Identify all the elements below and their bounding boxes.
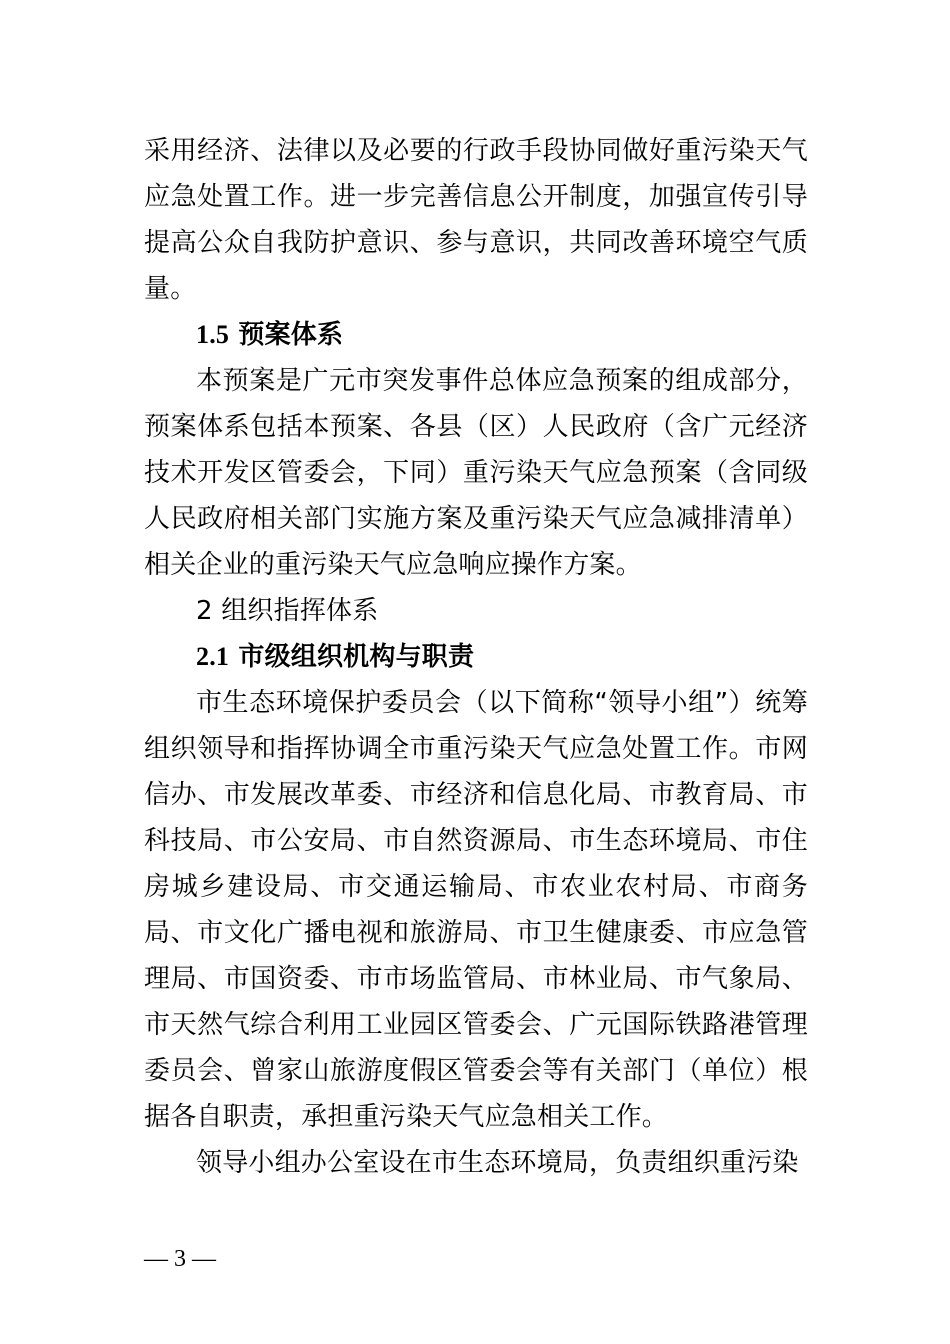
section-number: 1.5 <box>196 320 230 349</box>
section-title: 市级组织机构与职责 <box>238 642 475 672</box>
paragraph-continued: 采用经济、法律以及必要的行政手段协同做好重污染天气应急处置工作。进一步完善信息公开制度，加强宣传引导提高公众自我防护意识、参与意识，共同改善环境空气质量。 <box>144 136 808 304</box>
section-title: 预案体系 <box>238 320 344 350</box>
chapter-heading-2: 2 组织指挥体系 <box>196 596 379 626</box>
paragraph-plan-system: 本预案是广元市突发事件总体应急预案的组成部分，预案体系包括本预案、各县（区）人民政府（含广元经济技术开发区管委会，下同）重污染天气应急预案（含同级人民政府相关部门实施方案及重污染天气应急减排清单）相关企业的重污染天气应急响应操作方案。 <box>144 366 808 580</box>
document-body <box>144 128 808 1186</box>
section-number: 2.1 <box>196 642 230 671</box>
section-heading-1-5 <box>144 312 808 358</box>
page-number: — 3 — <box>144 1246 216 1272</box>
section-heading-2-1 <box>144 634 808 680</box>
paragraph-organization: 市生态环境保护委员会（以下简称“领导小组”）统筹组织领导和指挥协调全市重污染天气应急处置工作。市网信办、市发展改革委、市经济和信息化局、市教育局、市科技局、市公安局、市自然资源局、市生态环境局、市住房城乡建设局、市交通运输局、市农业农村局、市商务局、市文化广播电视和旅游局、市卫生健康委、市应急管理局、市国资委、市市场监管局、市林业局、市气象局、市天然气综合利用工业园区管委会、广元国际铁路港管理委员会、曾家山旅游度假区管委会等有关部门（单位）根据各自职责，承担重污染天气应急相关工作。 <box>144 688 808 1132</box>
paragraph-office: 领导小组办公室设在市生态环境局，负责组织重污染 <box>196 1148 799 1178</box>
